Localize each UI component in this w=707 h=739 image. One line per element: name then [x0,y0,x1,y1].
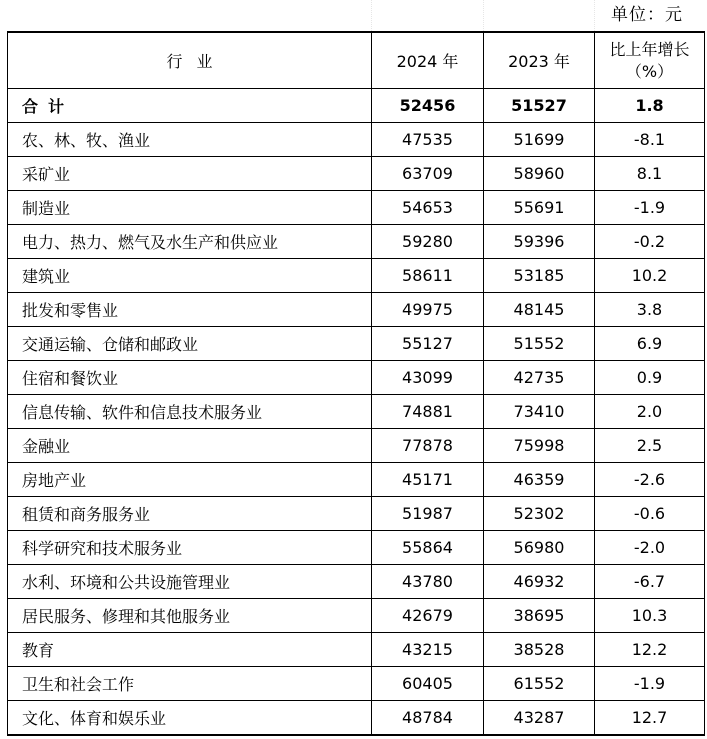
cell-growth: -6.7 [595,565,705,599]
cell-growth: 3.8 [595,293,705,327]
cell-2023: 38528 [484,633,595,667]
table-row [8,395,705,429]
cell-2024: 42679 [372,599,484,633]
cell-2023: 52302 [484,497,595,531]
faint-gridline [594,0,595,31]
cell-2023: 43287 [484,701,595,736]
cell-2023: 58960 [484,157,595,191]
cell-2023: 51552 [484,327,595,361]
faint-gridline [371,0,372,31]
cell-2024: 55864 [372,531,484,565]
cell-industry: 批发和零售业 [8,293,372,327]
cell-industry: 采矿业 [8,157,372,191]
cell-2023: 42735 [484,361,595,395]
unit-row [0,0,707,31]
cell-growth: -0.2 [595,225,705,259]
cell-2023: 51527 [484,89,595,123]
cell-2023: 51699 [484,123,595,157]
cell-industry: 住宿和餐饮业 [8,361,372,395]
cell-industry: 农、林、牧、渔业 [8,123,372,157]
cell-2024: 58611 [372,259,484,293]
cell-2024: 48784 [372,701,484,736]
cell-industry: 科学研究和技术服务业 [8,531,372,565]
cell-2023: 38695 [484,599,595,633]
cell-2024: 43780 [372,565,484,599]
cell-2024: 51987 [372,497,484,531]
table-row [8,259,705,293]
cell-industry: 房地产业 [8,463,372,497]
table-row [8,361,705,395]
cell-growth: 2.0 [595,395,705,429]
cell-2024: 77878 [372,429,484,463]
table-row [8,191,705,225]
table-row [8,123,705,157]
header-growth-line2: （%） [625,61,674,81]
cell-industry: 金融业 [8,429,372,463]
cell-2023: 61552 [484,667,595,701]
table-row [8,667,705,701]
cell-industry: 电力、热力、燃气及水生产和供应业 [8,225,372,259]
cell-growth: 10.2 [595,259,705,293]
cell-2023: 46932 [484,565,595,599]
cell-2023: 48145 [484,293,595,327]
header-row [8,32,705,89]
cell-2024: 60405 [372,667,484,701]
cell-industry: 租赁和商务服务业 [8,497,372,531]
table-row [8,327,705,361]
cell-industry: 制造业 [8,191,372,225]
cell-2024: 55127 [372,327,484,361]
table-row-total [8,89,705,123]
cell-2023: 75998 [484,429,595,463]
cell-growth: 12.7 [595,701,705,736]
cell-2024: 43099 [372,361,484,395]
header-2024: 2024 年 [372,32,484,89]
wage-table [7,31,705,736]
unit-label: 单位：元 [611,5,683,25]
cell-growth: -1.9 [595,191,705,225]
cell-industry: 信息传输、软件和信息技术服务业 [8,395,372,429]
cell-industry: 建筑业 [8,259,372,293]
cell-2023: 59396 [484,225,595,259]
cell-2024: 52456 [372,89,484,123]
cell-industry: 文化、体育和娱乐业 [8,701,372,736]
table-row [8,497,705,531]
cell-2024: 47535 [372,123,484,157]
header-industry: 行业 [8,32,372,89]
table-row [8,531,705,565]
cell-2023: 46359 [484,463,595,497]
table-row [8,565,705,599]
cell-growth: 6.9 [595,327,705,361]
cell-growth: 0.9 [595,361,705,395]
cell-growth: 10.3 [595,599,705,633]
cell-2024: 59280 [372,225,484,259]
cell-2024: 45171 [372,463,484,497]
cell-growth: -0.6 [595,497,705,531]
table-row [8,701,705,736]
cell-2023: 55691 [484,191,595,225]
header-growth-line1: 比上年增长 [609,39,690,59]
cell-growth: 1.8 [595,89,705,123]
header-2023: 2023 年 [484,32,595,89]
cell-growth: 8.1 [595,157,705,191]
cell-industry: 合计 [8,89,372,123]
cell-growth: -2.0 [595,531,705,565]
cell-industry: 卫生和社会工作 [8,667,372,701]
cell-growth: 12.2 [595,633,705,667]
cell-2024: 74881 [372,395,484,429]
table-row [8,599,705,633]
table-row [8,157,705,191]
cell-2024: 49975 [372,293,484,327]
cell-2024: 63709 [372,157,484,191]
cell-industry: 水利、环境和公共设施管理业 [8,565,372,599]
cell-industry: 居民服务、修理和其他服务业 [8,599,372,633]
table-row [8,463,705,497]
cell-growth: -8.1 [595,123,705,157]
table-row [8,633,705,667]
cell-2023: 53185 [484,259,595,293]
cell-2023: 56980 [484,531,595,565]
cell-growth: 2.5 [595,429,705,463]
cell-2024: 43215 [372,633,484,667]
cell-industry: 教育 [8,633,372,667]
faint-gridline [483,0,484,31]
table-row [8,429,705,463]
table-row [8,225,705,259]
table-row [8,293,705,327]
cell-2024: 54653 [372,191,484,225]
cell-growth: -2.6 [595,463,705,497]
table-body [8,89,705,736]
cell-2023: 73410 [484,395,595,429]
header-growth [595,32,705,89]
cell-growth: -1.9 [595,667,705,701]
cell-industry: 交通运输、仓储和邮政业 [8,327,372,361]
